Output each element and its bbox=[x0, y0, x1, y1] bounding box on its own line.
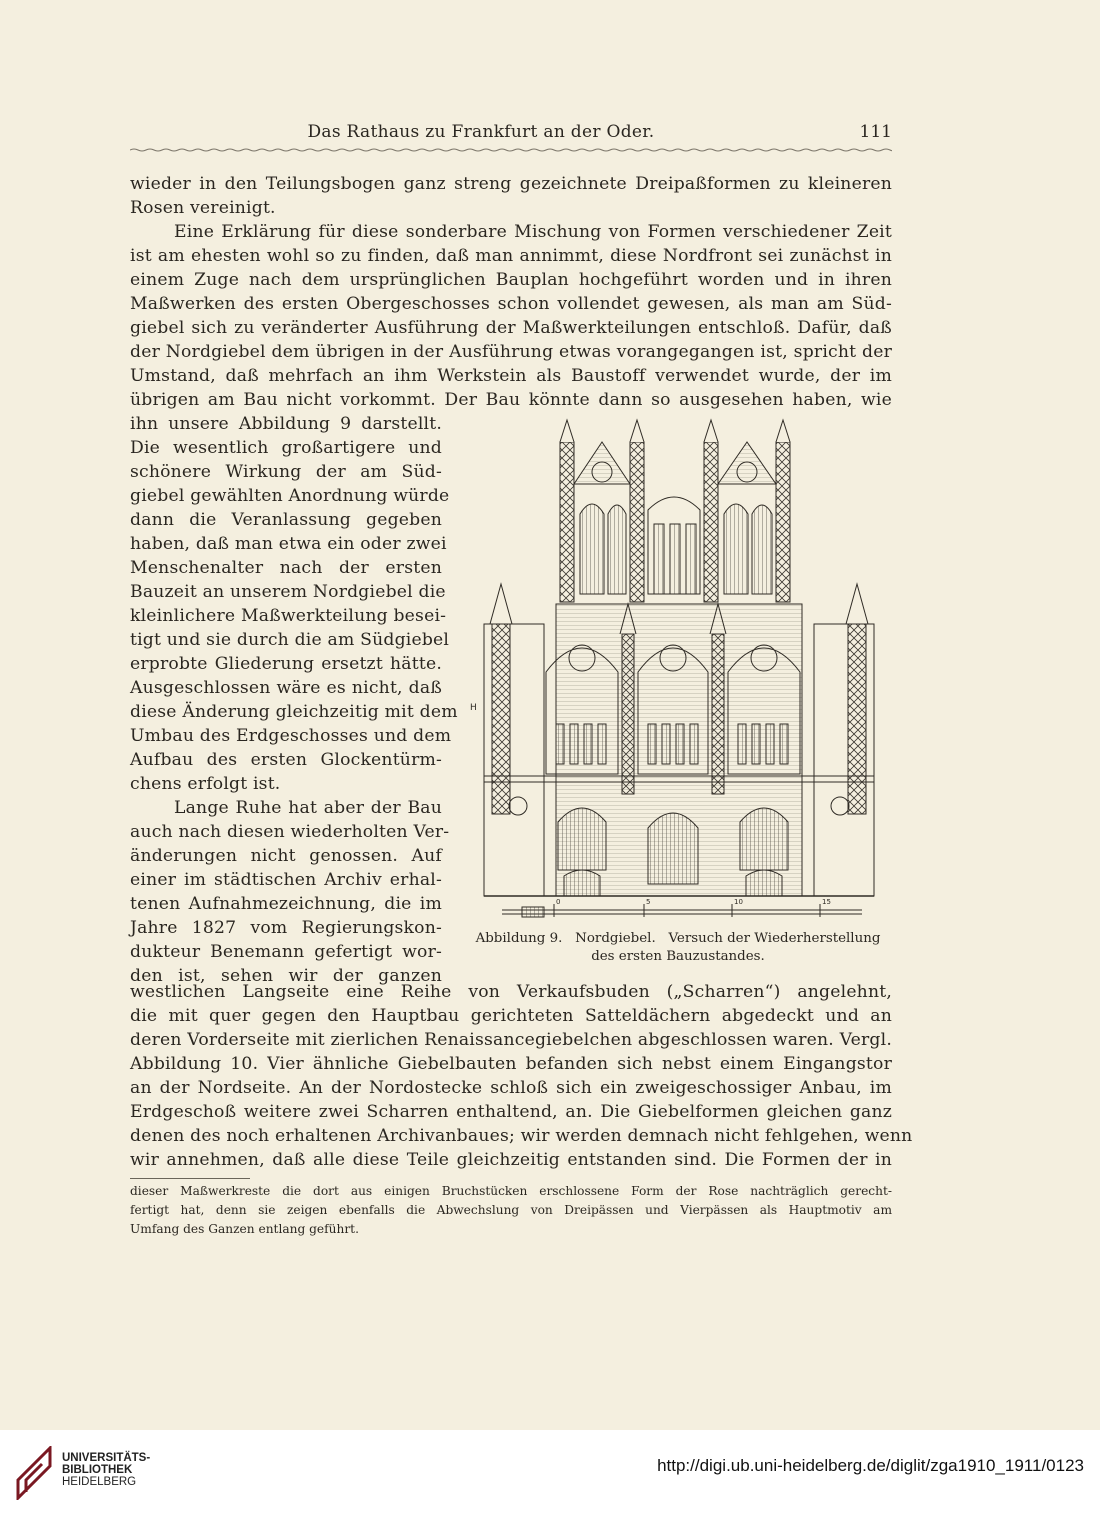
scale-tick-label: 0 bbox=[556, 898, 561, 906]
text-line: ihn unsere Abbildung 9 darstellt. bbox=[130, 414, 442, 434]
text-line: kleinlichere Maßwerkteilung besei- bbox=[130, 606, 447, 626]
text-line: änderungen nicht genossen. Auf bbox=[130, 846, 442, 866]
text-line: Umbau des Erdgeschosses und dem bbox=[130, 726, 452, 746]
text-line: Die wesentlich großartigere und bbox=[130, 438, 442, 458]
text-line: Ausgeschlossen wäre es nicht, daß bbox=[130, 678, 442, 698]
scale-tick-label: 5 bbox=[646, 898, 651, 906]
library-line-2: BIBLIOTHEK bbox=[62, 1464, 133, 1476]
text-line: wir annehmen, daß alle diese Teile gleichzeitig entstanden sind. Die Formen der in bbox=[130, 1150, 892, 1170]
text-line: die mit quer gegen den Hauptbau gerichteten Satteldächern abgedeckt und an bbox=[130, 1006, 892, 1026]
text-line: giebel sich zu veränderter Ausführung der Maßwerkteilungen entschloß. Dafür, daß bbox=[130, 318, 892, 338]
footnote-rule bbox=[130, 1178, 250, 1179]
figure-side-mark: H bbox=[470, 703, 477, 713]
figure-nordgiebel bbox=[462, 414, 894, 920]
viewer-footer bbox=[0, 1430, 1100, 1521]
text-line: Aufbau des ersten Glockentürm- bbox=[130, 750, 442, 770]
text-line: der Nordgiebel dem übrigen in der Ausführung etwas vorangegangen ist, spricht der bbox=[130, 342, 892, 362]
text-line: diese Änderung gleichzeitig mit dem bbox=[130, 702, 458, 722]
text-line: Eine Erklärung für diese sonderbare Mischung von Formen verschiedener Zeit bbox=[174, 222, 892, 242]
text-line: schönere Wirkung der am Süd- bbox=[130, 462, 442, 482]
text-line: Maßwerken des ersten Obergeschosses schon vollendet gewesen, als man am Süd- bbox=[130, 294, 892, 314]
figure-caption bbox=[462, 930, 894, 966]
text-line: deren Vorderseite mit zierlichen Renaissancegiebelchen abgeschlossen waren. Vergl. bbox=[130, 1030, 892, 1050]
text-line: westlichen Langseite eine Reihe von Verkaufsbuden („Scharren“) angelehnt, bbox=[130, 982, 892, 1002]
library-logo-icon bbox=[14, 1446, 54, 1500]
library-name bbox=[62, 1452, 150, 1488]
page-header bbox=[130, 122, 892, 146]
text-line: Bauzeit an unserem Nordgiebel die bbox=[130, 582, 446, 602]
text-line: Lange Ruhe hat aber der Bau bbox=[174, 798, 442, 818]
text-line: Jahre 1827 vom Regierungskon- bbox=[130, 918, 442, 938]
text-line: tigt und sie durch die am Südgiebel bbox=[130, 630, 450, 650]
text-line: den ist, sehen wir der ganzen bbox=[130, 966, 442, 986]
caption-line-2: des ersten Bauzustandes. bbox=[591, 949, 765, 964]
text-line: Umstand, daß mehrfach an ihm Werkstein als Baustoff verwendet wurde, der im bbox=[130, 366, 892, 386]
text-line: dukteur Benemann gefertigt wor- bbox=[130, 942, 442, 962]
text-line: ist am ehesten wohl so zu finden, daß man annimmt, diese Nordfront sei zunächst in bbox=[130, 246, 892, 266]
footnote-line: Umfang des Ganzen entlang geführt. bbox=[130, 1222, 359, 1236]
text-line: auch nach diesen wiederholten Ver- bbox=[130, 822, 450, 842]
text-line: wieder in den Teilungsbogen ganz streng gezeichnete Dreipaßformen zu kleineren bbox=[130, 174, 892, 194]
page-number: 111 bbox=[859, 122, 892, 142]
footnote-line: dieser Maßwerkreste die dort aus einigen Bruchstücken erschlossene Form der Rose nachträglich gerecht- bbox=[130, 1184, 892, 1198]
text-line: erprobte Gliederung ersetzt hätte. bbox=[130, 654, 442, 674]
text-line: Abbildung 10. Vier ähnliche Giebelbauten befanden sich nebst einem Eingangstor bbox=[130, 1054, 892, 1074]
text-line: einem Zuge nach dem ursprünglichen Bauplan hochgeführt worden und in ihren bbox=[130, 270, 892, 290]
running-title: Das Rathaus zu Frankfurt an der Oder. bbox=[307, 122, 655, 142]
library-line-3: HEIDELBERG bbox=[62, 1476, 137, 1488]
scale-tick-label: 10 bbox=[734, 898, 743, 906]
text-line: Menschenalter nach der ersten bbox=[130, 558, 442, 578]
permalink-url[interactable]: http://digi.ub.uni-heidelberg.de/diglit/zga1910_1911/0123 bbox=[657, 1456, 1084, 1475]
footnote-line: fertigt hat, denn sie zeigen ebenfalls die Abwechslung von Dreipässen und Vierpässen als Hauptmotiv am bbox=[130, 1203, 892, 1217]
text-line: einer im städtischen Archiv erhal- bbox=[130, 870, 442, 890]
text-line: tenen Aufnahmezeichnung, die im bbox=[130, 894, 442, 914]
text-line: Rosen vereinigt. bbox=[130, 198, 276, 218]
text-line: übrigen am Bau nicht vorkommt. Der Bau könnte dann so ausgesehen haben, wie bbox=[130, 390, 892, 410]
header-wavy-rule bbox=[130, 148, 892, 152]
text-line: dann die Veranlassung gegeben bbox=[130, 510, 442, 530]
text-line: giebel gewählten Anordnung würde bbox=[130, 486, 450, 506]
caption-line-1: Abbildung 9. Nordgiebel. Versuch der Wiederherstellung bbox=[475, 931, 881, 946]
text-line: Erdgeschoß weitere zwei Scharren enthaltend, an. Die Giebelformen gleichen ganz bbox=[130, 1102, 892, 1122]
text-line: denen des noch erhaltenen Archivanbaues; wir werden demnach nicht fehlgehen, wenn bbox=[130, 1126, 913, 1146]
library-line-1: UNIVERSITÄTS- bbox=[62, 1452, 151, 1464]
text-line: an der Nordseite. An der Nordostecke schloß sich ein zweigeschossiger Anbau, im bbox=[130, 1078, 892, 1098]
gable-drawing bbox=[462, 414, 894, 920]
text-line: chens erfolgt ist. bbox=[130, 774, 281, 794]
text-line: haben, daß man etwa ein oder zwei bbox=[130, 534, 447, 554]
scale-tick-label: 15 bbox=[822, 898, 831, 906]
